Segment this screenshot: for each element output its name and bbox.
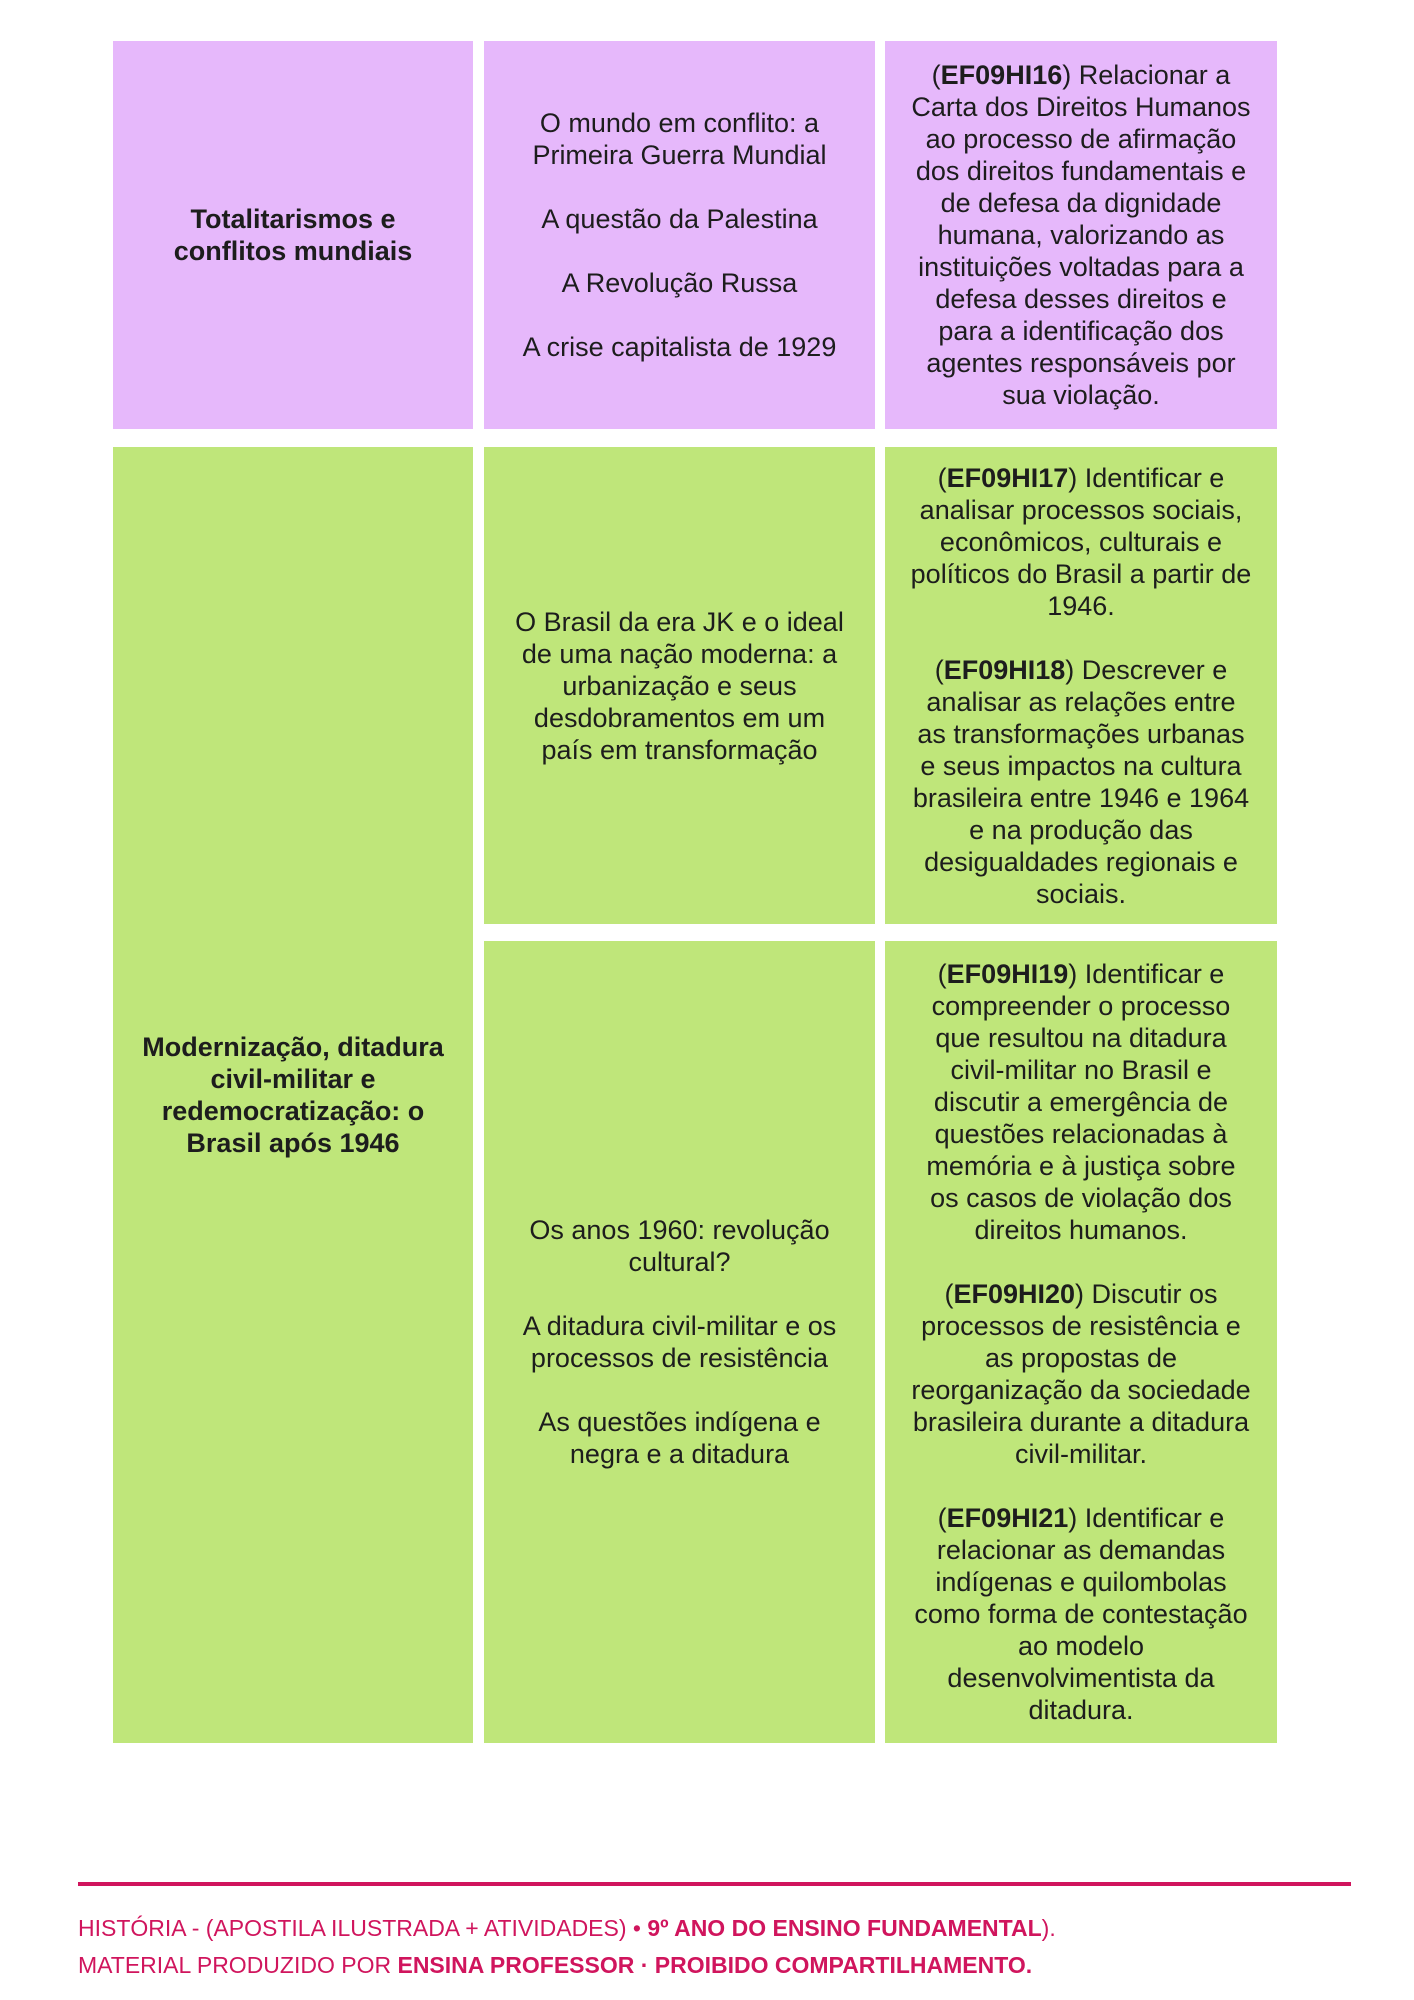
footer-subject: HISTÓRIA - (APOSTILA ILUSTRADA + ATIVIDADES) •	[78, 1915, 648, 1941]
content-item: A ditadura civil-militar e os processos de resistência	[522, 1311, 837, 1373]
skills-cell-anos-1960	[885, 941, 1277, 1743]
content-cell-anos-1960	[484, 941, 875, 1743]
content-item: As questões indígena e negra e a ditadura	[538, 1407, 821, 1469]
unit-label: Totalitarismos e conflitos mundiais	[173, 204, 413, 266]
skill-item: (EF09HI17) Identificar e analisar processos sociais, econômicos, culturais e políticos do Brasil a partir de 1946.	[910, 462, 1252, 621]
skill-item: (EF09HI21) Identificar e relacionar as demandas indígenas e quilombolas como forma de contestação ao modelo desenvolvimentista da ditadura.	[914, 1503, 1248, 1725]
skill-code: EF09HI19	[946, 959, 1069, 989]
content-item: A crise capitalista de 1929	[522, 332, 837, 362]
unit-label: Modernização, ditadura civil-militar e redemocratização: o Brasil após 1946	[142, 1032, 444, 1158]
content-cell-era-jk	[484, 447, 875, 924]
skill-text: Relacionar a Carta dos Direitos Humanos ao processo de afirmação dos direitos fundamentais e de defesa da dignidade humana, valorizando as instituições voltadas para a defesa desses direitos e para a identificação dos agentes responsáveis por sua violação.	[911, 60, 1251, 410]
skill-item: (EF09HI18) Descrever e analisar as relações entre as transformações urbanas e seus impactos na cultura brasileira entre 1946 e 1964 e na produção das desigualdades regionais e sociais.	[912, 654, 1250, 909]
skill-text: Identificar e analisar processos sociais, econômicos, culturais e políticos do Brasil a partir de 1946.	[910, 462, 1252, 621]
content-item: O Brasil da era JK e o ideal de uma nação moderna: a urbanização e seus desdobramentos em um país em transformação	[515, 606, 844, 765]
footer-grade: 9º ANO DO ENSINO FUNDAMENTAL	[647, 1915, 1042, 1941]
skill-text: Identificar e compreender o processo que resultou na ditadura civil-militar no Brasil e discutir a emergência de questões relacionadas à memória e à justiça sobre os casos de violação dos direitos humanos.	[926, 959, 1236, 1245]
skills-cell-era-jk	[885, 447, 1277, 924]
unit-cell-modernizacao	[113, 447, 473, 1743]
skill-item: (EF09HI16) Relacionar a Carta dos Direitos Humanos ao processo de afirmação dos direitos fundamentais e de defesa da dignidade humana, valorizando as instituições voltadas para a defesa desses direitos e para a identificação dos agentes responsáveis por sua violação.	[911, 60, 1251, 410]
skill-text: Discutir os processos de resistência e as propostas de reorganização da sociedade brasileira durante a ditadura civil-militar.	[911, 1279, 1251, 1469]
footer-close: ).	[1041, 1915, 1056, 1941]
footer-line-1	[78, 1913, 1056, 1943]
skill-code: EF09HI18	[943, 654, 1066, 685]
content-item: O mundo em conflito: a Primeira Guerra Mundial	[532, 108, 827, 170]
unit-cell-totalitarismos	[113, 41, 473, 429]
skill-code: EF09HI16	[940, 60, 1063, 90]
skill-text: Descrever e analisar as relações entre as transformações urbanas e seus impactos na cultura brasileira entre 1946 e 1964 e na produção das desigualdades regionais e sociais.	[912, 654, 1250, 909]
skill-code: EF09HI17	[946, 462, 1069, 493]
content-item: Os anos 1960: revolução cultural?	[529, 1215, 830, 1277]
content-item: A Revolução Russa	[561, 268, 798, 298]
footer-producer: ENSINA PROFESSOR · PROIBIDO COMPARTILHAMENTO.	[397, 1952, 1033, 1978]
skill-code: EF09HI21	[946, 1503, 1069, 1533]
skill-item: (EF09HI20) Discutir os processos de resistência e as propostas de reorganização da sociedade brasileira durante a ditadura civil-militar.	[911, 1279, 1251, 1469]
footer-line-2	[78, 1950, 1032, 1980]
skill-item: (EF09HI19) Identificar e compreender o processo que resultou na ditadura civil-militar no Brasil e discutir a emergência de questões relacionadas à memória e à justiça sobre os casos de violação dos direitos humanos.	[926, 959, 1236, 1245]
content-cell-totalitarismos	[484, 41, 875, 429]
skill-text: Identificar e relacionar as demandas indígenas e quilombolas como forma de contestação ao modelo desenvolvimentista da ditadura.	[914, 1503, 1248, 1725]
footer-producer-prefix: MATERIAL PRODUZIDO POR	[78, 1952, 398, 1978]
content-item: A questão da Palestina	[541, 204, 818, 234]
skills-cell-totalitarismos	[885, 41, 1277, 429]
footer-divider	[78, 1882, 1351, 1886]
skill-code: EF09HI20	[953, 1279, 1076, 1309]
